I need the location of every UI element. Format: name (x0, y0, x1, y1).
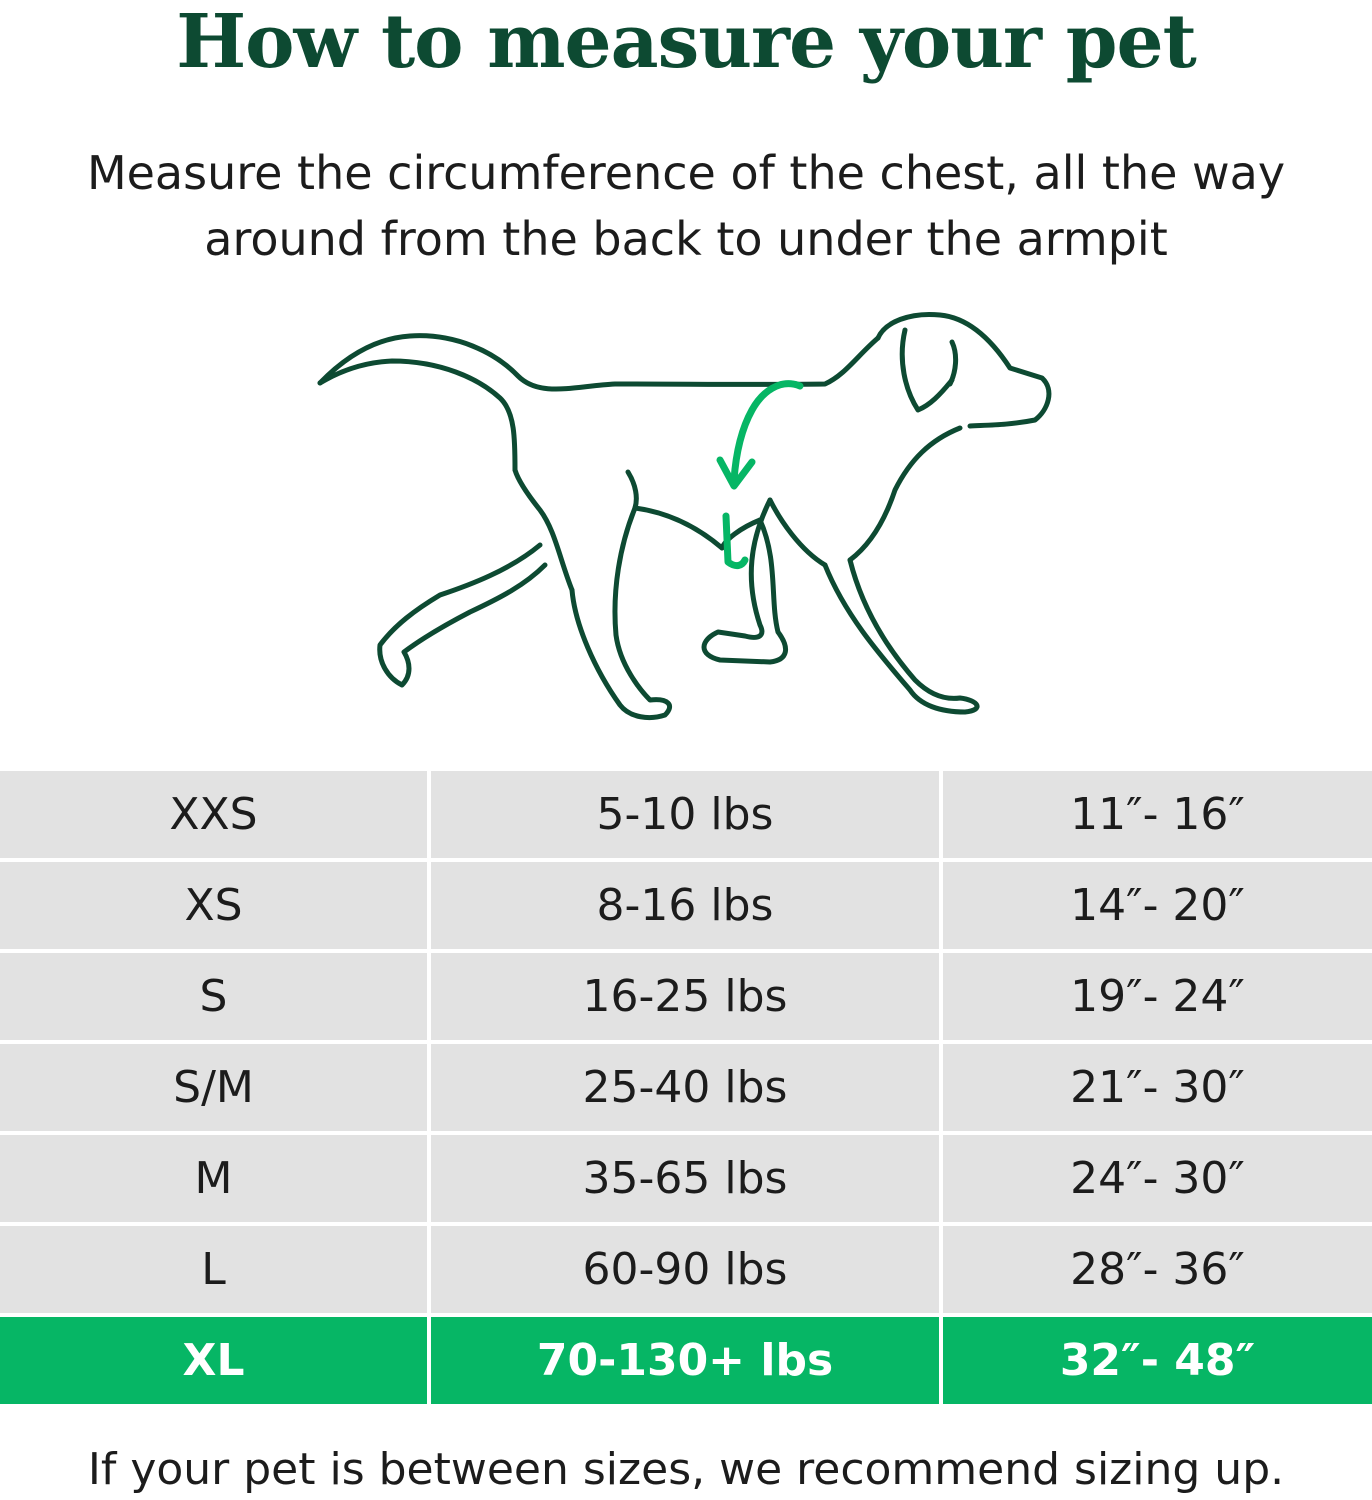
chest-cell: 14″- 20″ (943, 862, 1372, 953)
size-cell: S (0, 953, 431, 1044)
sizing-footnote: If your pet is between sizes, we recommend sizing up. (87, 1444, 1285, 1495)
weight-cell: 35-65 lbs (431, 1135, 943, 1226)
table-row (0, 771, 1372, 862)
size-chart-rows (0, 771, 1372, 1404)
weight-cell: 8-16 lbs (431, 862, 943, 953)
size-cell: XXS (0, 771, 431, 862)
table-row (0, 1135, 1372, 1226)
dog-outline-icon (320, 314, 1049, 717)
table-row (0, 1044, 1372, 1135)
measure-instructions: Measure the circumference of the chest, all the way around from the back to under the armpit (86, 146, 1286, 266)
size-cell: L (0, 1226, 431, 1317)
chest-cell: 19″- 24″ (943, 953, 1372, 1044)
chest-cell: 32″- 48″ (943, 1317, 1372, 1404)
size-chart-table (0, 771, 1372, 1404)
size-cell: M (0, 1135, 431, 1226)
size-cell: XL (0, 1317, 431, 1404)
dog-measurement-illustration (300, 300, 1080, 740)
table-row (0, 1226, 1372, 1317)
weight-cell: 25-40 lbs (431, 1044, 943, 1135)
weight-cell: 60-90 lbs (431, 1226, 943, 1317)
page-title: How to measure your pet (176, 0, 1196, 85)
chest-cell: 24″- 30″ (943, 1135, 1372, 1226)
chest-cell: 11″- 16″ (943, 771, 1372, 862)
weight-cell: 16-25 lbs (431, 953, 943, 1044)
table-row-highlighted (0, 1317, 1372, 1404)
weight-cell: 70-130+ lbs (431, 1317, 943, 1404)
chest-cell: 21″- 30″ (943, 1044, 1372, 1135)
weight-cell: 5-10 lbs (431, 771, 943, 862)
size-cell: S/M (0, 1044, 431, 1135)
table-row (0, 862, 1372, 953)
size-cell: XS (0, 862, 431, 953)
table-row (0, 953, 1372, 1044)
chest-cell: 28″- 36″ (943, 1226, 1372, 1317)
